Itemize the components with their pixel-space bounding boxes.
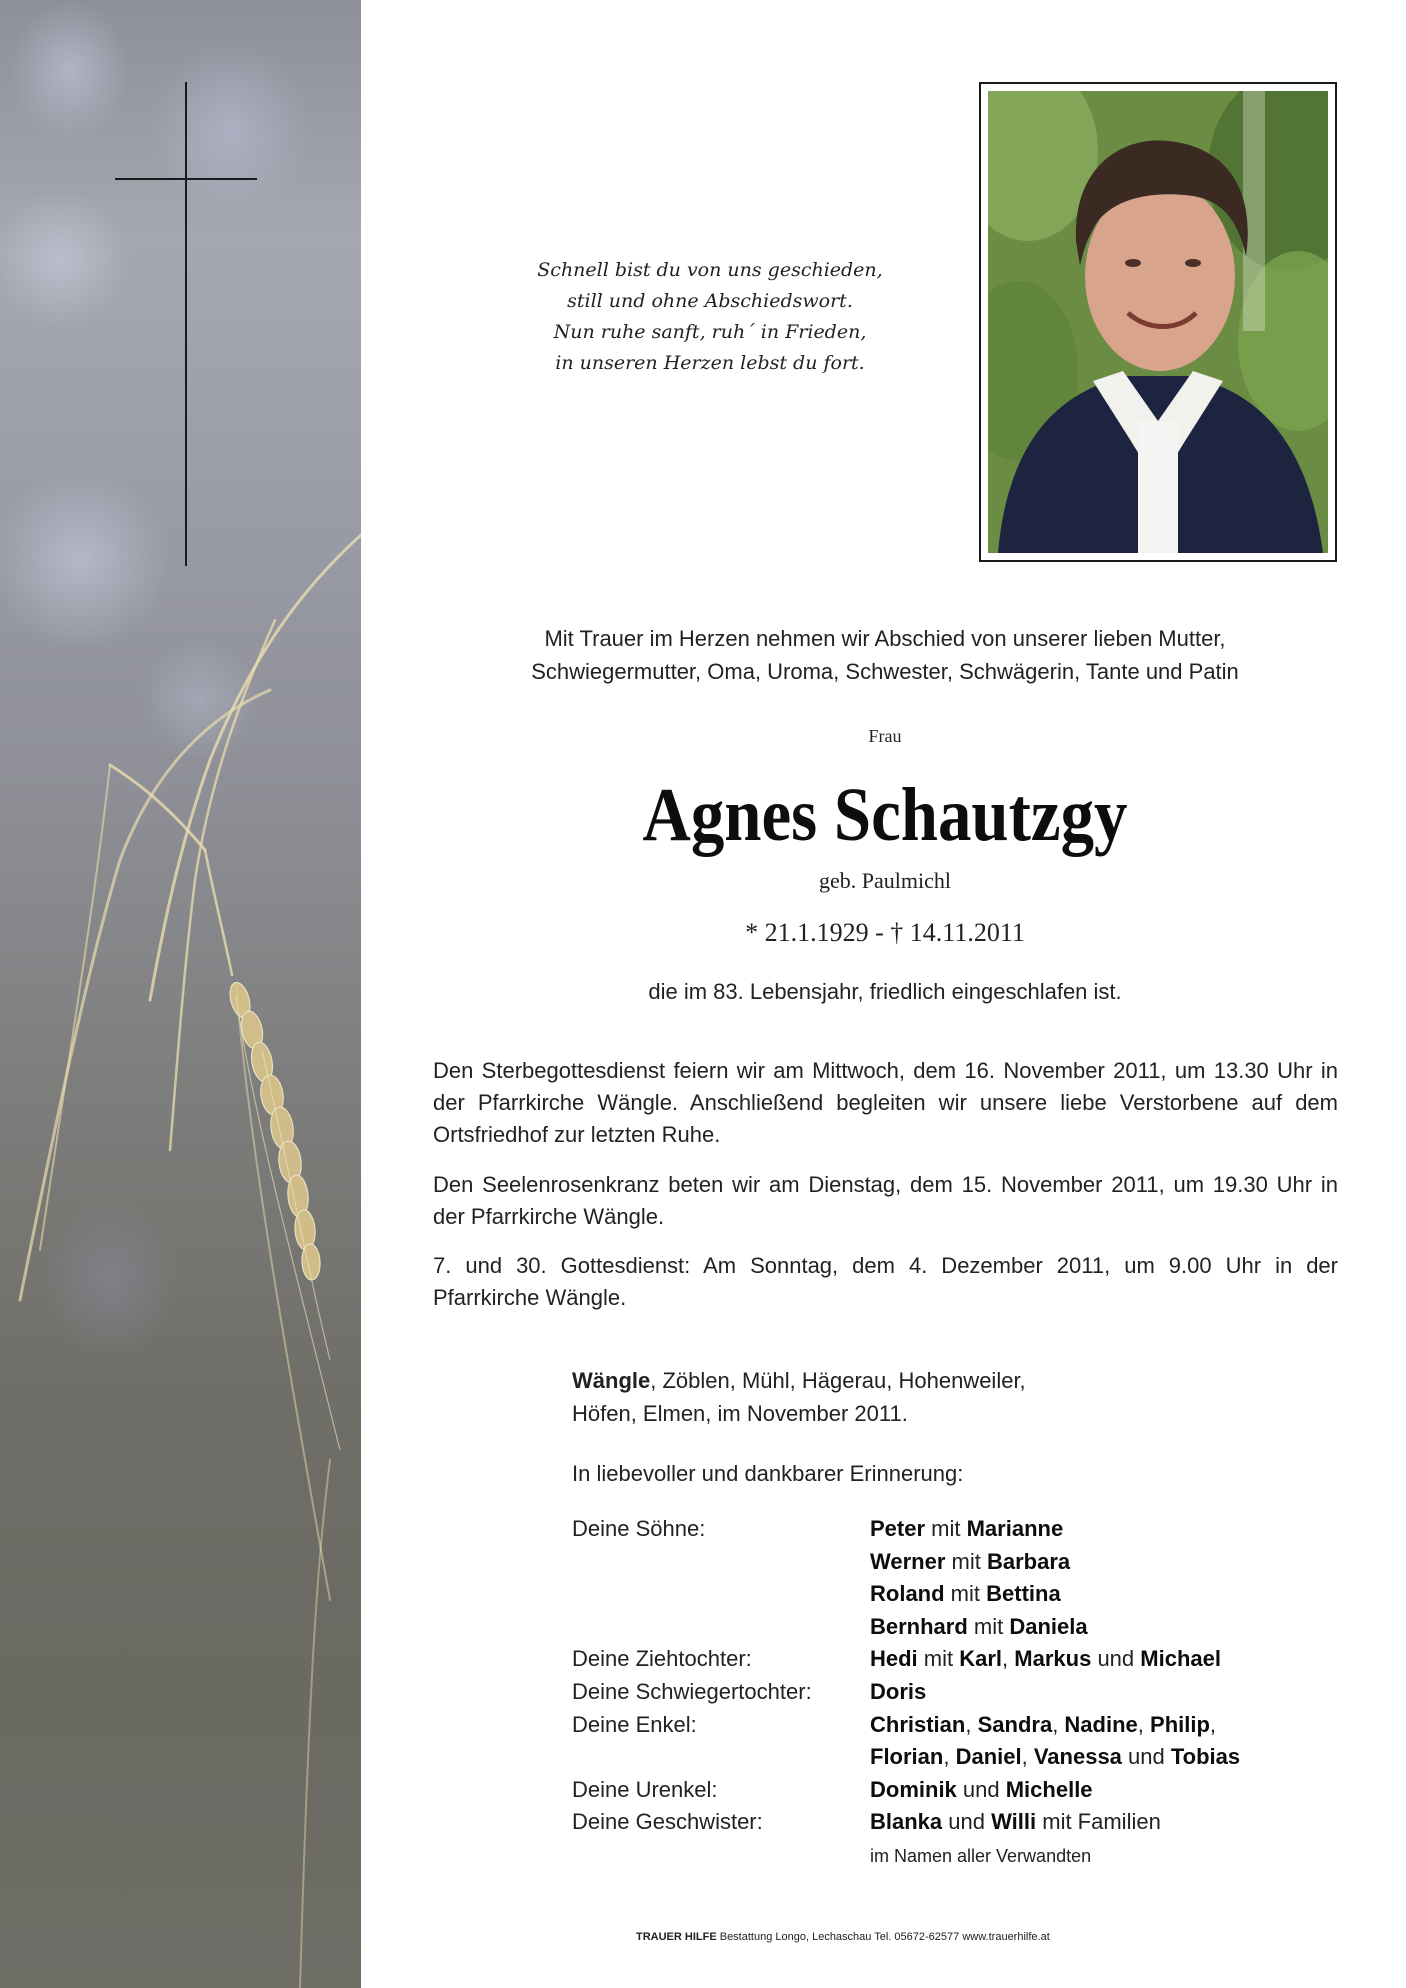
relatives-value: Werner mit Barbara [870,1548,1071,1574]
poem-line: Schnell bist du von uns geschieden, [537,259,883,281]
relatives-row [572,1513,1332,1546]
places-line: Höfen, Elmen, im November 2011. [572,1401,908,1426]
relatives-row [572,1611,1332,1644]
relatives-label [572,1578,870,1611]
places-and-date [572,1364,1272,1430]
relatives-label: Deine Geschwister: [572,1809,763,1835]
relatives-value: Bernhard mit Daniela [870,1613,1088,1639]
deceased-name: Agnes Schautzgy [642,773,1128,857]
relatives-value: Dominik und Michelle [870,1776,1093,1802]
relatives-note: im Namen aller Verwandten [870,1846,1092,1866]
relatives-row [572,1643,1332,1676]
relatives-label: Deine Urenkel: [572,1776,718,1802]
relatives-value: Peter mit Marianne [870,1516,1064,1541]
relatives-label: Deine Schwiegertochter: [572,1678,812,1704]
cross-icon [185,82,187,566]
relatives-row [572,1546,1332,1579]
funeral-service-text: Den Sterbegottesdienst feiern wir am Mittwoch, dem 16. November 2011, um 13.30 Uhr in der Pfarrkirche Wängle. Anschließend begleiten wir unsere liebe Verstorbene auf dem Ortsfriedhof zur letzten Ruhe. [433,1058,1338,1147]
place-main: Wängle [572,1368,651,1393]
relatives-row [572,1676,1332,1709]
relatives-value: Doris [870,1678,927,1704]
poem [480,255,940,379]
relatives-value: Florian, Daniel, Vanessa und Tobias [870,1744,1241,1770]
maiden-name: geb. Paulmichl [819,868,951,893]
relatives-value: Hedi mit Karl, Markus und Michael [870,1646,1221,1672]
relatives-list [572,1513,1332,1839]
memory-line: In liebevoller und dankbarer Erinnerung: [572,1461,964,1486]
wheat-stalk-image [0,0,361,1988]
relatives-label [572,1546,870,1579]
relatives-label: Deine Enkel: [572,1711,697,1737]
poem-line: still und ohne Abschiedswort. [567,290,853,312]
footer-text: Bestattung Longo, Lechaschau Tel. 05672-62577 www.trauerhilfe.at [716,1931,1050,1943]
relatives-row [572,1774,1332,1807]
life-dates: * 21.1.1929 - † 14.11.2011 [745,918,1025,947]
poem-line: Nun ruhe sanft, ruh´ in Frieden, [553,321,867,343]
relatives-label [572,1741,870,1774]
footer-brand: TRAUER HILFE [636,1931,717,1943]
places-line [572,1364,1272,1397]
decorative-side-panel [0,0,361,1988]
poem-line: in unseren Herzen lebst du fort. [555,352,865,374]
age-line: die im 83. Lebensjahr, friedlich eingeschlafen ist. [648,979,1122,1004]
relatives-value: Roland mit Bettina [870,1581,1061,1607]
relatives-row [572,1806,1332,1839]
intro-text [430,622,1340,688]
portrait-photo [988,91,1328,553]
relatives-value: Blanka und Willi mit Familien [870,1809,1161,1835]
memorial-service-text: 7. und 30. Gottesdienst: Am Sonntag, dem 4. Dezember 2011, um 9.00 Uhr in der Pfarrkirche Wängle. [433,1253,1338,1310]
intro-line: Schwiegermutter, Oma, Uroma, Schwester, Schwägerin, Tante und Patin [531,659,1239,684]
cross-icon-bar [115,178,257,180]
places-rest: , Zöblen, Mühl, Hägerau, Hohenweiler, [650,1368,1026,1393]
footer [636,1931,1336,1943]
relatives-value: Christian, Sandra, Nadine, Philip, [870,1711,1217,1737]
rosary-text: Den Seelenrosenkranz beten wir am Dienstag, dem 15. November 2011, um 19.30 Uhr in der Pfarrkirche Wängle. [433,1172,1338,1229]
relatives-row [572,1578,1332,1611]
salutation: Frau [868,726,902,746]
relatives-row [572,1741,1332,1774]
relatives-row [572,1709,1332,1742]
intro-line: Mit Trauer im Herzen nehmen wir Abschied von unserer lieben Mutter, [544,626,1226,651]
relatives-label: Deine Söhne: [572,1516,706,1541]
relatives-label: Deine Ziehtochter: [572,1646,752,1672]
relatives-label [572,1611,870,1644]
portrait-frame [979,82,1337,562]
